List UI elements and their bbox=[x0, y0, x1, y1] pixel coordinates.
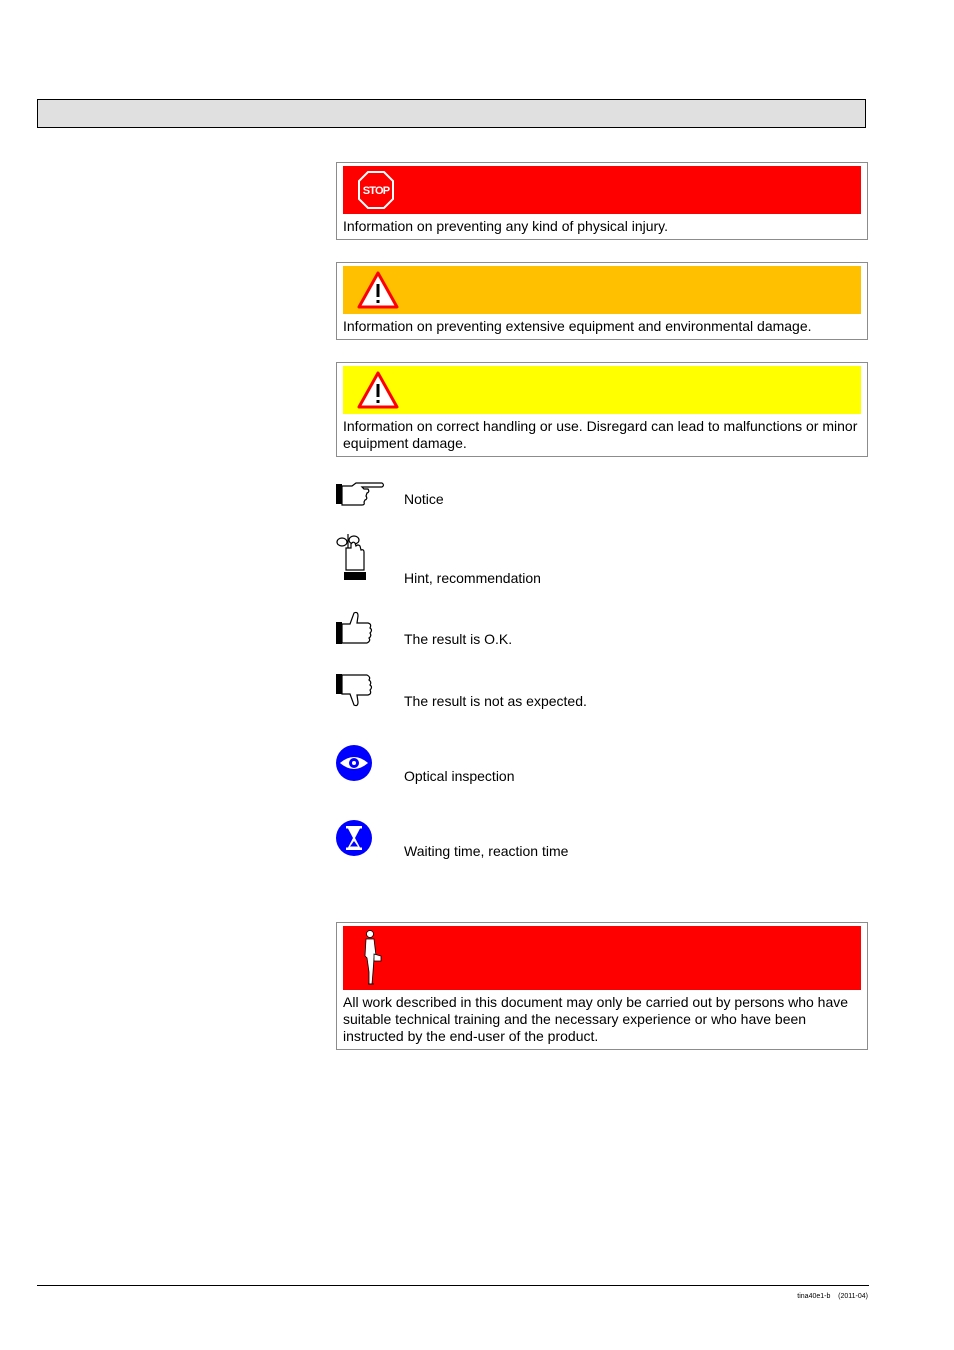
caution-box bbox=[336, 362, 868, 457]
danger-text: Information on preventing any kind of physical injury. bbox=[343, 218, 669, 234]
hint-hand-icon bbox=[334, 532, 374, 584]
symbol-row-hint bbox=[334, 532, 874, 592]
symbol-row-not-ok bbox=[334, 672, 874, 712]
symbol-label: Notice bbox=[404, 491, 444, 507]
warning-triangle-icon bbox=[357, 270, 399, 310]
qualified-band bbox=[343, 926, 861, 990]
warning-box bbox=[336, 262, 868, 340]
hourglass-icon bbox=[334, 819, 374, 857]
symbol-row-waiting bbox=[334, 817, 874, 857]
symbol-label: The result is not as expected. bbox=[404, 693, 587, 709]
eye-icon bbox=[334, 744, 374, 782]
danger-band bbox=[343, 166, 861, 214]
danger-box bbox=[336, 162, 868, 240]
footer-rule bbox=[37, 1285, 869, 1286]
symbol-row-notice bbox=[334, 478, 874, 518]
qualified-text: All work described in this document may only be carried out by persons who have suitable technical training and the necessary experience or who have been instructed by the end-user of the product. bbox=[343, 994, 849, 1044]
symbol-label: Waiting time, reaction time bbox=[404, 843, 569, 859]
footer-document-code: tina40e1-b (2011-04) bbox=[797, 1293, 868, 1300]
warning-triangle-icon bbox=[357, 370, 399, 410]
stop-sign-icon bbox=[357, 170, 395, 210]
symbol-label: Optical inspection bbox=[404, 768, 515, 784]
qualified-personnel-box bbox=[336, 922, 868, 1050]
symbol-row-ok bbox=[334, 610, 874, 650]
warning-text: Information on preventing extensive equipment and environmental damage. bbox=[343, 318, 812, 334]
warning-band bbox=[343, 266, 861, 314]
thumbs-up-icon bbox=[334, 610, 376, 646]
symbol-label: Hint, recommendation bbox=[404, 570, 541, 586]
thumbs-down-icon bbox=[334, 672, 376, 708]
symbol-label: The result is O.K. bbox=[404, 631, 513, 647]
caution-band bbox=[343, 366, 861, 414]
qualified-person-icon bbox=[357, 928, 385, 988]
caution-text: Information on correct handling or use. Disregard can lead to malfunctions or minor equipment damage. bbox=[343, 418, 858, 451]
symbol-row-optical bbox=[334, 742, 874, 782]
section-header-bar bbox=[37, 99, 866, 128]
svg-text:STOP: STOP bbox=[362, 185, 390, 197]
pointing-hand-icon bbox=[334, 480, 386, 508]
